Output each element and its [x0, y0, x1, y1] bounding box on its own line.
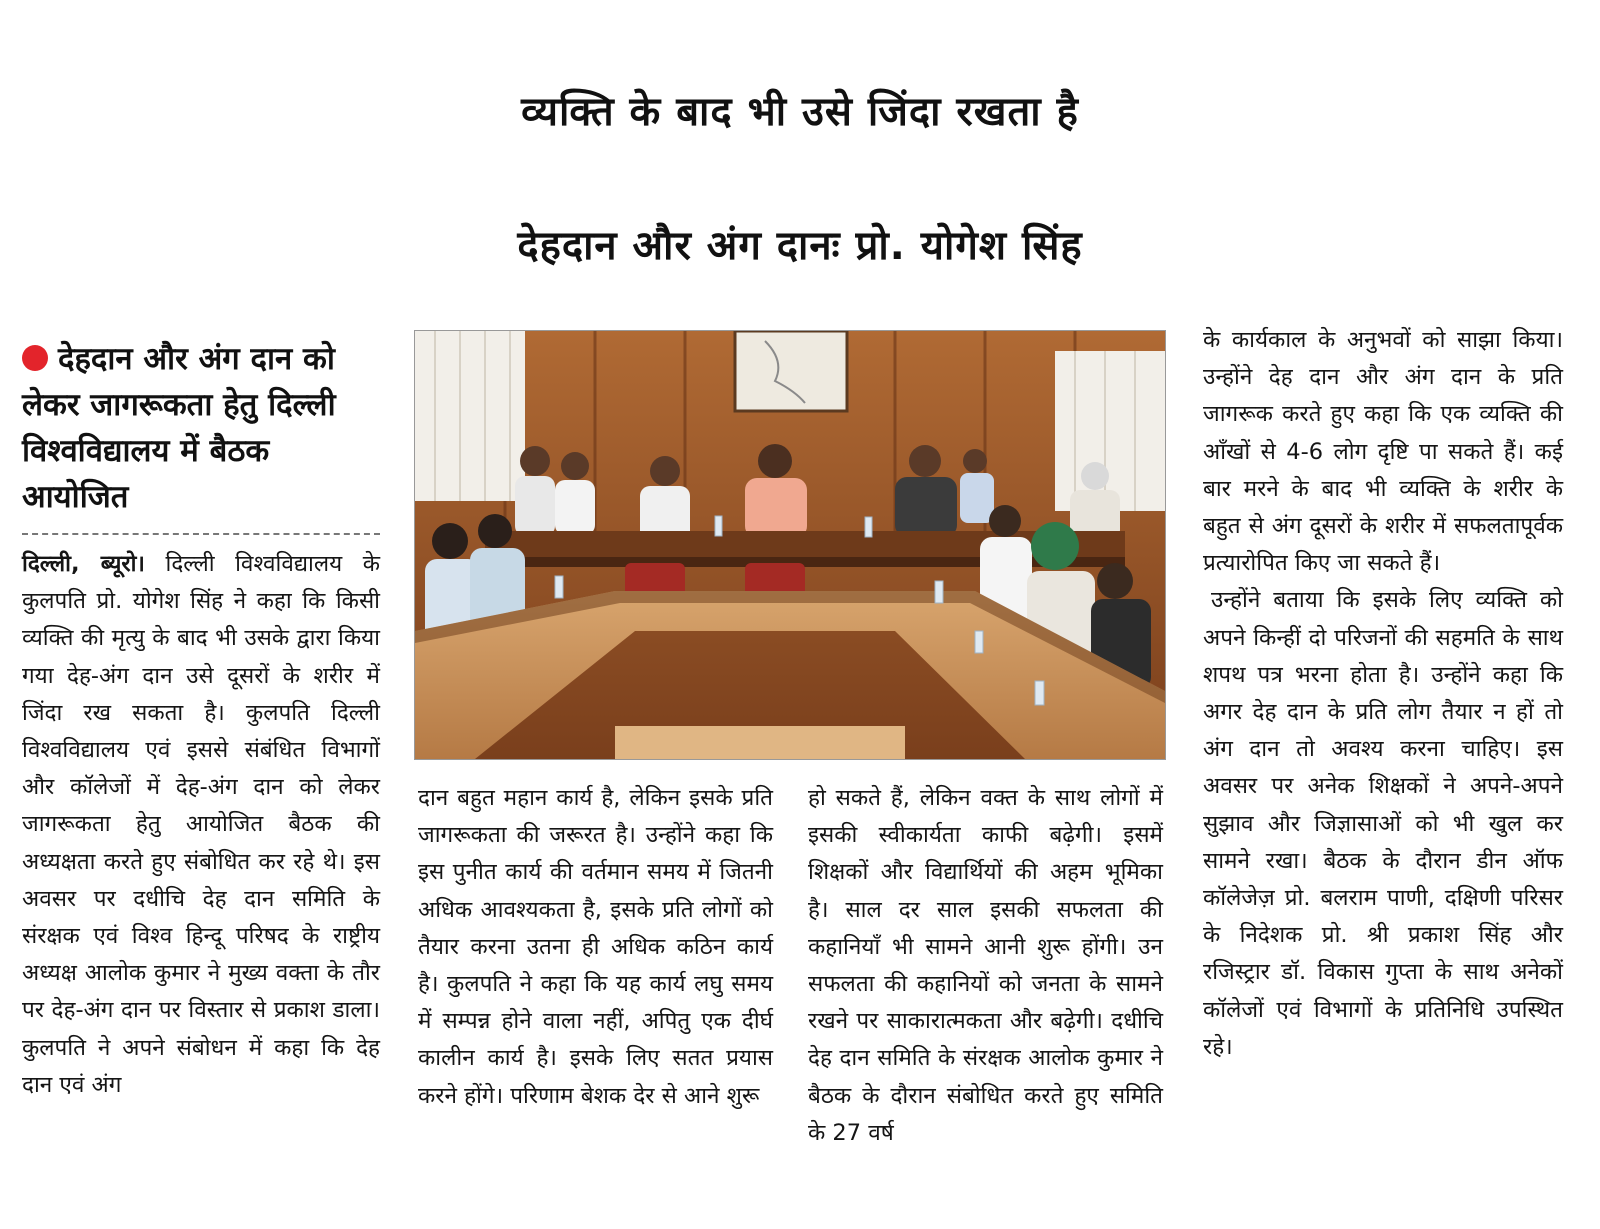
divider — [22, 533, 380, 535]
article-column-3-text: हो सकते हैं, लेकिन वक्त के साथ लोगों में इसकी स्वीकार्यता काफी बढ़ेगी। इसमें शिक्षकों और विद्यार्थियों की अहम भूमिका है। साल दर साल इसकी सफलता की कहानियाँ भी सामने आनी शुरू होंगी। उन सफलता की कहानियों को जनता के सामने रखने पर साकारात्मकता और बढ़ेगी। दधीचि देह दान समिति के संरक्षक आलोक कुमार ने बैठक के दौरान संबोधित करते हुए समिति के 27 वर्ष — [808, 785, 1163, 1146]
article-column-4 — [1203, 322, 1563, 1066]
article-column-1-text: दिल्ली विश्वविद्यालय के कुलपति प्रो. योगेश सिंह ने कहा कि किसी व्यक्ति की मृत्यु के बाद भी उसके द्वारा किया गया देह-अंग दान उसे दूसरों के शरीर में जिंदा रख सकता है। कुलपति दिल्ली विश्वविद्यालय एवं इससे संबंधित विभागों और कॉलेजों में देह-अंग दान को लेकर जागरूकता हेतु आयोजित बैठक की अध्यक्षता करते हुए संबोधित कर रहे थे। इस अवसर पर दधीचि देह दान समिति के संरक्षक एवं विश्व हिन्दू परिषद के राष्ट्रीय अध्यक्ष आलोक कुमार ने मुख्य वक्ता के तौर पर देह-अंग दान पर विस्तार से प्रकाश डाला। कुलपति ने अपने संबोधन में कहा कि देह दान एवं अंग — [22, 551, 381, 1098]
article-column-1 — [22, 546, 380, 1104]
article-column-4-paragraph-2: उन्होंने बताया कि इसके लिए व्यक्ति को अपने किन्हीं दो परिजनों की सहमति के साथ शपथ पत्र भरना होता है। उन्होंने कहा कि अगर देह दान के प्रति लोग तैयार न हों तो अंग दान तो अवश्य करना चाहिए। इस अवसर पर अनेक शिक्षकों ने अपने-अपने सुझाव और जिज्ञासाओं को भी खुल कर सामने रखा। बैठक के दौरान डीन ऑफ कॉलेजेज़ प्रो. बलराम पाणी, दक्षिणी परिसर के निदेशक प्रो. श्री प्रकाश सिंह और रजिस्ट्रार डॉ. विकास गुप्ता के साथ अनेकों कॉलेजों एवं विभागों के प्रतिनिधि उपस्थित रहे। — [1203, 587, 1563, 1060]
subheadline — [22, 336, 382, 520]
dateline: दिल्ली, ब्यूरो। — [22, 551, 145, 577]
article-column-2 — [418, 780, 773, 1115]
meeting-photo — [414, 330, 1166, 760]
article-column-2-text: दान बहुत महान कार्य है, लेकिन इसके प्रति जागरूकता की जरूरत है। उन्होंने कहा कि इस पुनीत कार्य की वर्तमान समय में जितनी अधिक आवश्यकता है, इसके प्रति लोगों को तैयार करना उतना ही अधिक कठिन कार्य है। कुलपति ने कहा कि यह कार्य लघु समय में सम्पन्न होने वाला नहीं, अपितु एक दीर्घ कालीन कार्य है। इसके लिए सतत प्रयास करने होंगे। परिणाम बेशक देर से आने शुरू — [418, 785, 773, 1109]
meeting-photo-illustration — [415, 331, 1165, 759]
headline-line-2: देहदान और अंग दानः प्रो. योगेश सिंह — [517, 223, 1083, 269]
headline-line-1: व्यक्ति के बाद भी उसे जिंदा रखता है — [521, 89, 1079, 135]
red-bullet-icon — [22, 345, 48, 371]
article-column-4-paragraph-1: के कार्यकाल के अनुभवों को साझा किया। उन्होंने देह दान और अंग दान के प्रति जागरूक करते हुए कहा कि एक व्यक्ति की आँखों से 4-6 लोग दृष्टि पा सकते हैं। कई बार मरने के बाद भी व्यक्ति के शरीर के बहुत से अंग दूसरों के शरीर में सफलतापूर्वक प्रत्यारोपित किए जा सकते हैं। — [1203, 327, 1563, 577]
article-column-3 — [808, 780, 1163, 1152]
subheadline-text: देहदान और अंग दान को लेकर जागरूकता हेतु दिल्ली विश्वविद्यालय में बैठक आयोजित — [22, 341, 336, 515]
